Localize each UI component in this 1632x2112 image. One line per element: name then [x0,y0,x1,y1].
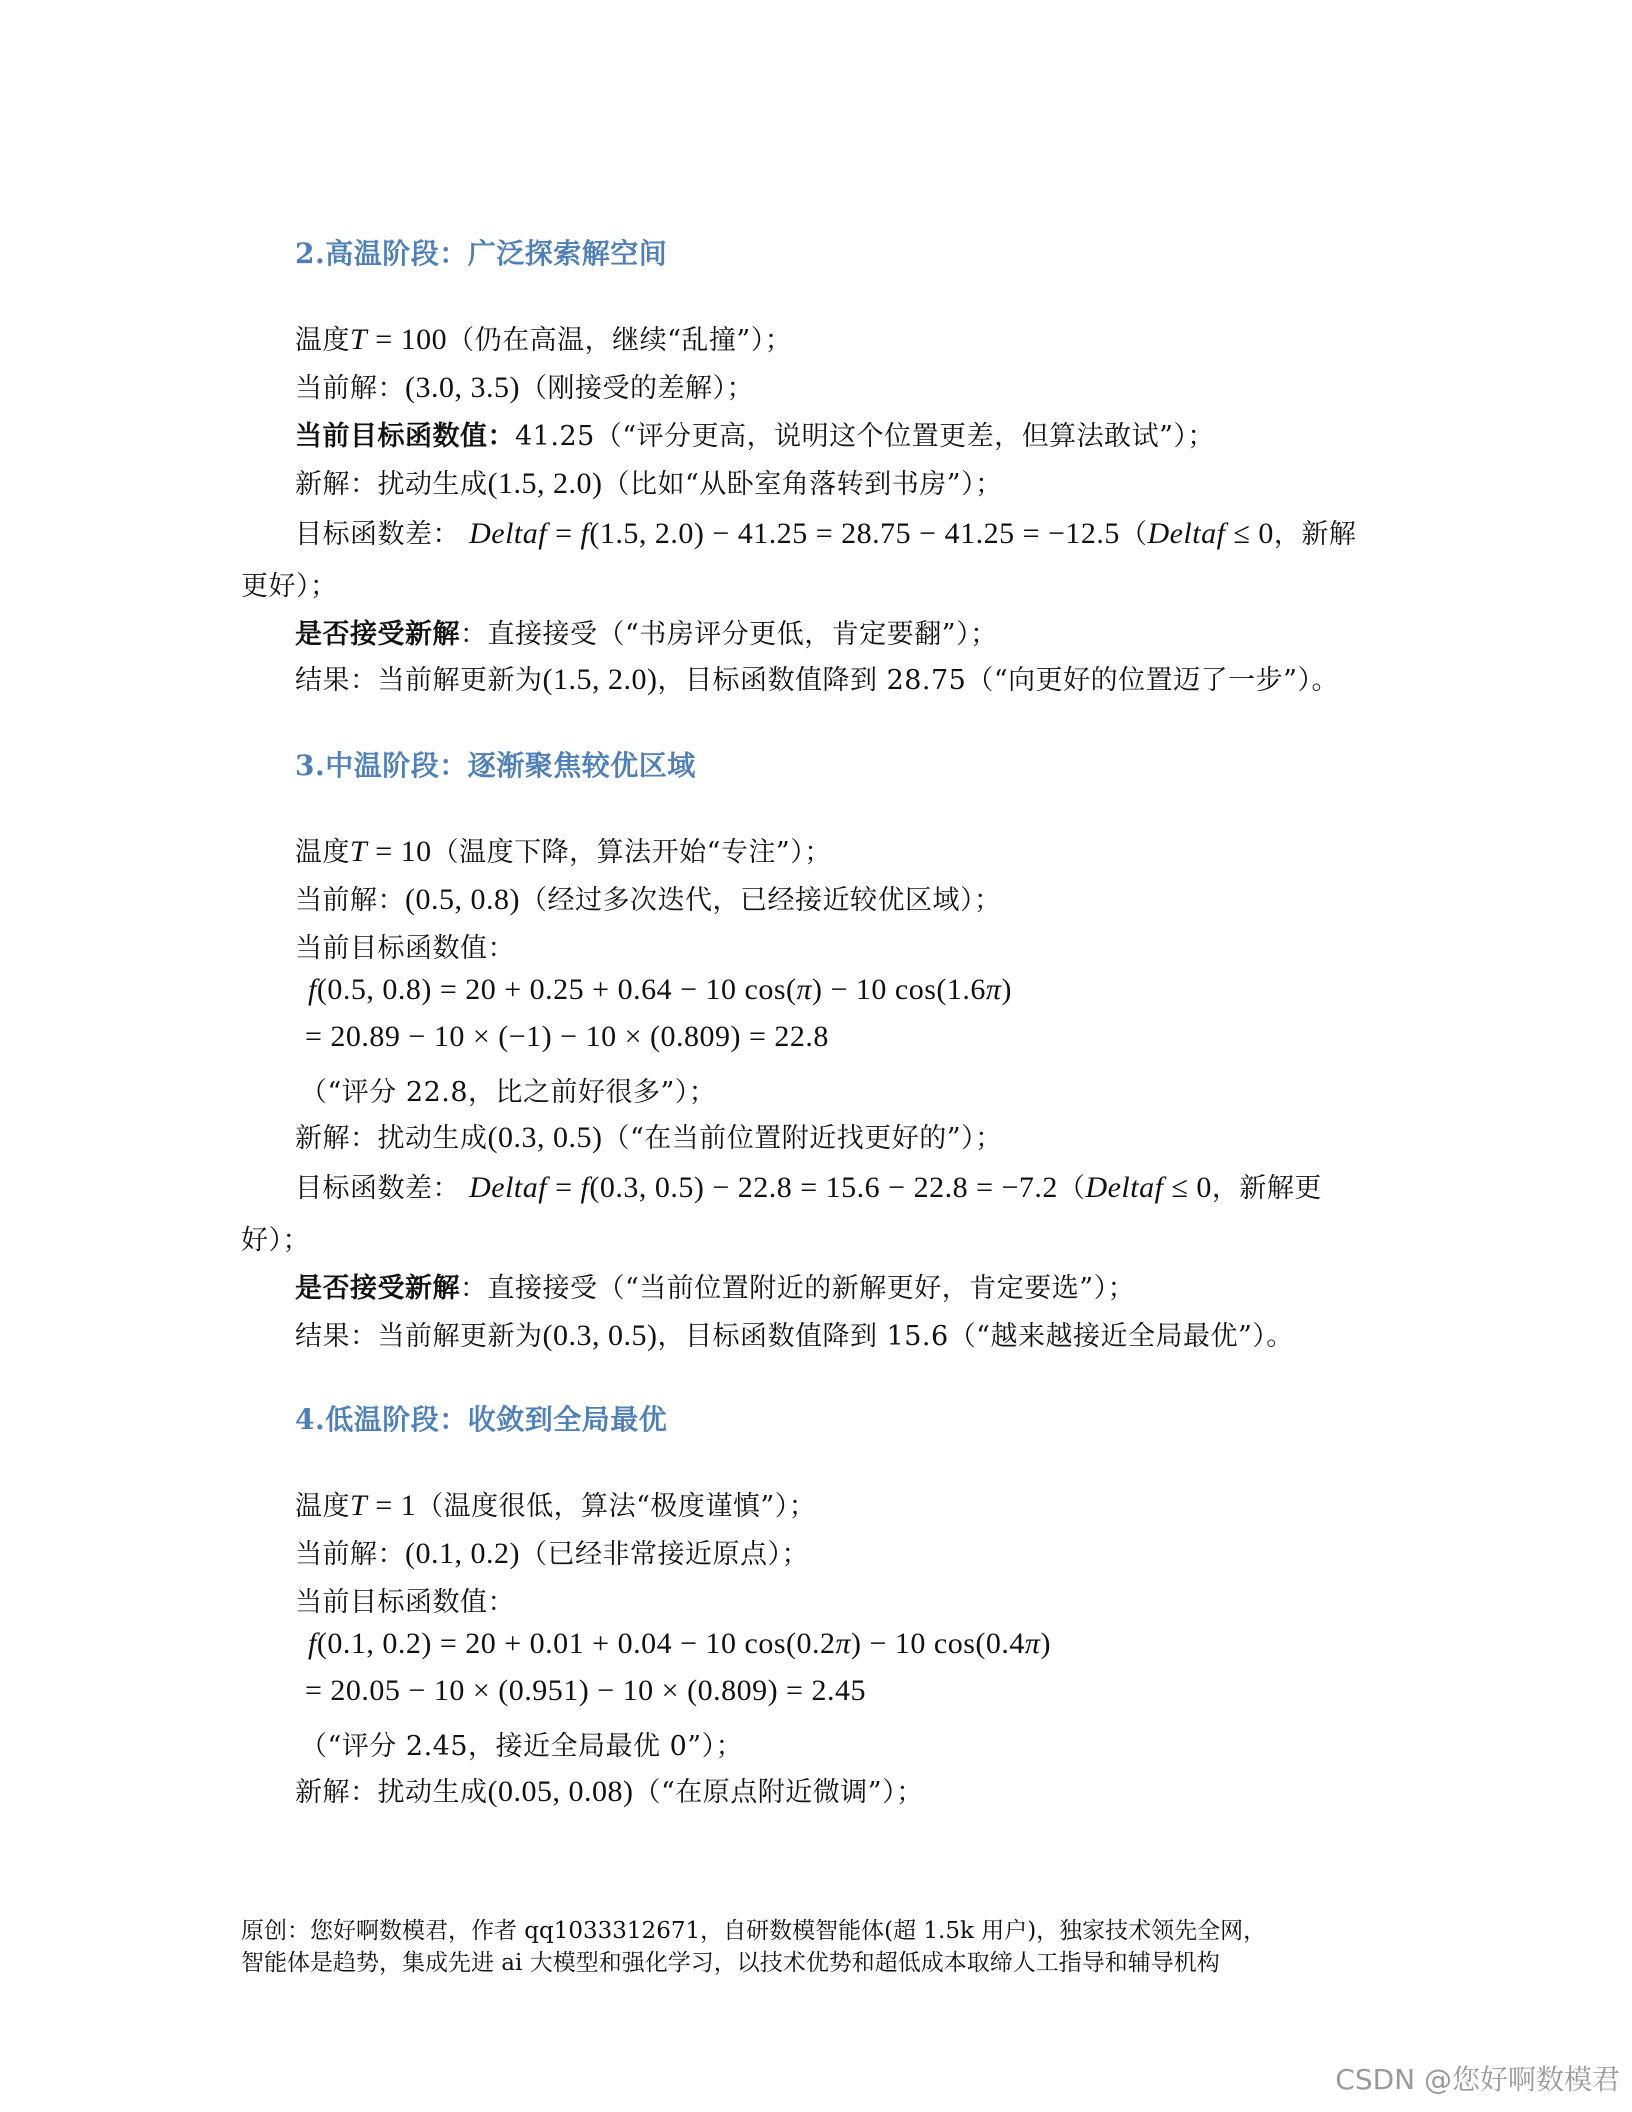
math-value: (0.3, 0.5) [542,1319,658,1352]
note: ：直接接受（“书房评分更低，肯定要翻”）； [460,619,998,650]
math-value: = 10 [367,835,432,868]
math-value: (0.3, 0.5) [487,1121,603,1154]
note: （“在原点附近微调”）； [633,1777,924,1808]
label: 当前解： [295,1539,405,1570]
sec3-accept-decision [295,1266,1135,1305]
note: （刚接受的差解）； [519,373,754,404]
math-expression: ) [1040,1627,1051,1660]
math-value: = 100 [367,323,448,356]
math-value: (0.1, 0.2) [405,1537,520,1570]
label: 目标函数差： [295,519,460,550]
math-condition: ≤ 0 [1163,1171,1212,1204]
footer-line-2: 智能体是趋势，集成先进 ai 大模型和强化学习，以技术优势和超低成本取缔人工指导和辅导机构 [241,1950,1220,1976]
bold-label: 当前目标函数值： [295,421,515,452]
note: （温度很低，算法“极度谨慎”）； [416,1491,817,1522]
math-expression: (1.5, 2.0) − 41.25 = 28.75 − 41.25 = −12.5 [589,517,1120,550]
sec2-result [295,658,1339,697]
math-expression: (0.1, 0.2) = 20 + 0.01 + 0.04 − 10 cos(0.2 [316,1627,836,1660]
paren: （ [1119,519,1148,550]
sec3-objective-difference: 目标函数差： Deltaf = f(0.3, 0.5) − 22.8 = 15.6 − 22.8 = −7.2（Deltaf ≤ 0，新解更 [295,1171,1322,1204]
sec2-temperature [295,318,792,357]
math-func: f [580,517,590,550]
math-var: T [350,323,368,356]
section-2-heading: 2.高温阶段：广泛探索解空间 [295,237,668,270]
sec4-new-solution [295,1770,924,1809]
note: （已经非常接近原点）； [519,1539,809,1570]
math-value: (3.0, 3.5) [405,371,520,404]
math-var: Deltaf [1085,1171,1164,1204]
bold-label: 是否接受新解 [295,619,460,650]
bold-label: 是否接受新解 [295,1273,460,1304]
label: 温度 [295,1491,350,1522]
sec3-new-solution [295,1116,1003,1155]
math-func: f [308,1627,317,1660]
sec3-result [295,1314,1294,1353]
math-var: T [350,1489,368,1522]
math-func: f [308,973,317,1006]
math-expression: ) [1001,973,1012,1006]
sec2-difference-continuation: 更好）； [241,571,338,602]
note: ，新解 [1273,519,1357,550]
math-value: (0.05, 0.08) [487,1775,634,1808]
paren: （ [1057,1173,1086,1204]
math-expression: ) − 10 cos(0.4 [851,1627,1025,1660]
pi-symbol: π [835,1627,852,1660]
label: 温度 [295,325,350,356]
pi-symbol: π [985,973,1002,1006]
sec4-equation-line-2: = 20.05 − 10 × (0.951) − 10 × (0.809) = 2.45 [305,1674,866,1707]
sec2-accept-decision [295,612,998,651]
math-value: = 1 [367,1489,417,1522]
section-3-heading: 3.中温阶段：逐渐聚焦较优区域 [295,749,696,782]
section-4-heading: 4.低温阶段：收敛到全局最优 [295,1403,668,1436]
pi-symbol: π [1024,1627,1041,1660]
sec3-difference-continuation: 好）； [241,1225,310,1256]
sec4-objective-label: 当前目标函数值： [295,1587,515,1618]
label: 当前解： [295,373,405,404]
math-var: Deltaf [1147,517,1226,550]
sec4-current-solution [295,1532,809,1571]
label: 新解：扰动生成 [295,1123,488,1154]
label: 目标函数差： [295,1173,460,1204]
sec3-objective-label: 当前目标函数值： [295,933,515,964]
pi-symbol: π [796,973,813,1006]
sec3-temperature [295,830,832,869]
label: 结果：当前解更新为 [295,665,543,696]
math-expression: ) − 10 cos(1.6 [812,973,986,1006]
footer-line-1: 原创：您好啊数模君，作者 qq1033312671，自研数模智能体(超 1.5k 用户)，独家技术领先全网， [241,1918,1267,1944]
math-var: Deltaf [469,1171,548,1204]
math-condition: ≤ 0 [1225,517,1274,550]
note: ，新解更 [1211,1173,1322,1204]
note: ，目标函数值降到 28.75（“向更好的位置迈了一步”）。 [657,665,1339,696]
math-value: (1.5, 2.0) [487,467,603,500]
note: 41.25（“评分更高，说明这个位置更差，但算法敢试”）； [515,421,1215,452]
note: ，目标函数值降到 15.6（“越来越接近全局最优”）。 [657,1321,1294,1352]
sec3-equation-line-2: = 20.89 − 10 × (−1) − 10 × (0.809) = 22.8 [305,1020,829,1053]
math-value: (0.5, 0.8) [405,883,520,916]
label: 新解：扰动生成 [295,469,488,500]
sec3-current-solution [295,878,1001,917]
math-func: f [580,1171,590,1204]
sec2-current-solution [295,366,754,405]
math-expression: (0.3, 0.5) − 22.8 = 15.6 − 22.8 = −7.2 [589,1171,1058,1204]
label: 温度 [295,837,350,868]
note: ：直接接受（“当前位置附近的新解更好，肯定要选”）； [460,1273,1136,1304]
note: （比如“从卧室角落转到书房”）； [602,469,1003,500]
sec4-score-note: （“评分 2.45，接近全局最优 0”）； [300,1731,744,1762]
sec4-temperature [295,1484,816,1523]
sec2-new-solution [295,462,1003,501]
math-value: (1.5, 2.0) [542,663,658,696]
note: （“在当前位置附近找更好的”）； [602,1123,1003,1154]
sec3-score-note: （“评分 22.8，比之前好很多”）； [300,1077,717,1108]
sec2-objective-difference: 目标函数差： Deltaf = f(1.5, 2.0) − 41.25 = 28.75 − 41.25 = −12.5（Deltaf ≤ 0，新解 [295,517,1357,550]
math-expression: (0.5, 0.8) = 20 + 0.25 + 0.64 − 10 cos( [316,973,797,1006]
label: 当前解： [295,885,405,916]
math-var: Deltaf [469,517,548,550]
csdn-watermark: CSDN @您好啊数模君 [1335,2063,1620,2096]
sec2-objective-value [295,414,1215,453]
note: （仍在高温，继续“乱撞”）； [447,325,793,356]
note: （温度下降，算法开始“专注”）； [431,837,832,868]
sec3-equation-line-1 [308,972,1012,1007]
sec4-equation-line-1 [308,1626,1051,1661]
label: 结果：当前解更新为 [295,1321,543,1352]
label: 新解：扰动生成 [295,1777,488,1808]
math-var: T [350,835,368,868]
note: （经过多次迭代，已经接近较优区域）； [519,885,1002,916]
